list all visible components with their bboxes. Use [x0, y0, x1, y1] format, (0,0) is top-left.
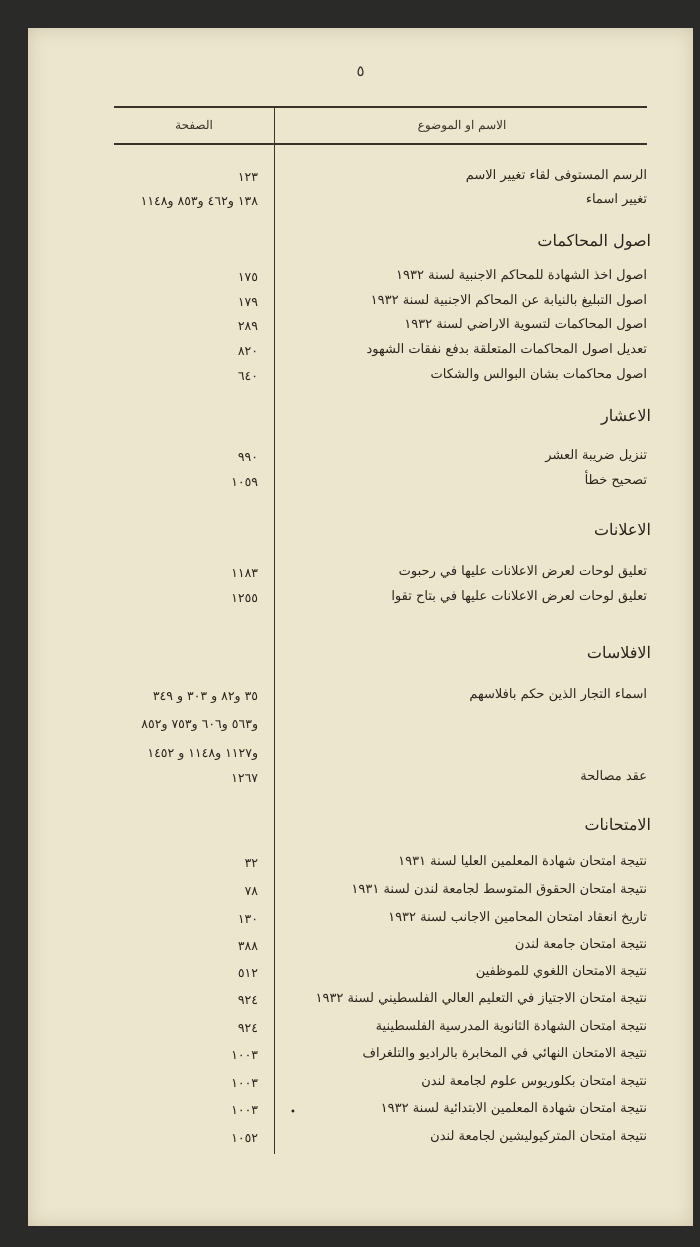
entry-title: تغيير اسماء	[585, 192, 647, 207]
entry-title: نتيجة امتحان بكلوريوس علوم لجامعة لندن	[421, 1074, 647, 1089]
entry-title: نتيجة امتحان الاجتياز في التعليم العالي الفلسطيني لسنة ١٩٣٢	[315, 991, 647, 1006]
bullet-mark: •	[290, 1107, 296, 1118]
entry-page-number: ٩٢٤	[237, 1020, 258, 1035]
entry-title: تصحيح خطأ	[584, 473, 647, 488]
entry-title: تعليق لوحات لعرض الاعلانات عليها في بتاح تقوا	[391, 589, 647, 604]
entry-title: اصول اخذ الشهادة للمحاكم الاجنبية لسنة ١٩٣٢	[396, 268, 647, 283]
entry-page-number: ٢٨٩	[237, 318, 258, 333]
entry-page-number: ١٠٠٣	[231, 1102, 258, 1117]
entry-page-number: ٩٩٠	[237, 449, 258, 464]
entry-page-number: ٣٨٨	[237, 938, 258, 953]
entry-page-number: ٣٥ و٨٢ و ٣٠٣ و ٣٤٩	[152, 688, 258, 703]
entry-title: تاريخ انعقاد امتحان المحامين الاجانب لسنة ١٩٣٢	[388, 910, 647, 925]
entry-title: عقد مصالحة	[580, 769, 647, 784]
entry-page-number: ١٧٥	[237, 269, 258, 284]
entry-title: اسماء التجار الذين حكم بافلاسهم	[469, 687, 647, 702]
entry-page-number: ١٢٣	[237, 169, 258, 184]
entry-page-number: ١٠٥٢	[231, 1130, 258, 1145]
document-page	[28, 28, 693, 1226]
entry-page-number: ١٢٥٥	[231, 590, 258, 605]
entry-title: الرسم المستوفى لقاء تغيير الاسم	[465, 168, 647, 183]
entry-title: نتيجة امتحان جامعة لندن	[514, 937, 647, 952]
entry-page-number: ١٠٠٣	[231, 1047, 258, 1062]
index-entries	[28, 28, 693, 1226]
entry-page-number: ١٣٨ و٤٦٢ و٨٥٣ و١١٤٨	[140, 193, 258, 208]
entry-title: نتيجة امتحان شهادة المعلمين الابتدائية لسنة ١٩٣٢	[380, 1101, 647, 1116]
entry-title: نتيجة امتحان المتركيوليشين لجامعة لندن	[430, 1129, 647, 1144]
entry-title: تعديل اصول المحاكمات المتعلقة بدفع نفقات الشهود	[366, 342, 647, 357]
page-column-header: الصفحة	[175, 118, 213, 132]
section-heading: اصول المحاكمات	[537, 231, 651, 250]
entry-page-number: ٥١٢	[237, 965, 258, 980]
section-heading: الامتحانات	[584, 815, 651, 834]
entry-page-number: ١١٨٣	[231, 565, 258, 580]
entry-page-number: ٦٤٠	[237, 368, 258, 383]
entry-page-number: ٧٨	[244, 883, 258, 898]
entry-title: تعليق لوحات لعرض الاعلانات عليها في رحبوت	[398, 564, 647, 579]
entry-page-number: ١٠٥٩	[231, 474, 258, 489]
entry-page-number: ٩٢٤	[237, 992, 258, 1007]
entry-page-number: و٥٦٣ و٦٠٦ و٧٥٣ و٨٥٢	[141, 716, 258, 731]
entry-title: اصول المحاكمات لتسوية الاراضي لسنة ١٩٣٢	[404, 317, 647, 332]
entry-title: نتيجة الامتحان النهائي في المخابرة بالراديو والتلغراف	[362, 1046, 647, 1061]
entry-page-number: ٣٢	[244, 855, 258, 870]
entry-title: نتيجة امتحان شهادة المعلمين العليا لسنة ١٩٣١	[398, 854, 647, 869]
entry-title: نتيجة امتحان الحقوق المتوسط لجامعة لندن لسنة ١٩٣١	[351, 882, 647, 897]
section-heading: الاعشار	[601, 406, 651, 425]
entry-title: اصول التبليغ بالنيابة عن المحاكم الاجنبية لسنة ١٩٣٢	[370, 293, 647, 308]
entry-page-number: ١٠٠٣	[231, 1075, 258, 1090]
section-heading: الاعلانات	[593, 520, 651, 539]
entry-page-number: و١١٢٧ و١١٤٨ و ١٤٥٢	[147, 745, 258, 760]
section-heading: الافلاسات	[586, 643, 651, 662]
page-number: ٥	[356, 62, 365, 80]
entry-page-number: ١٧٩	[237, 294, 258, 309]
entry-title: تنزيل ضريبة العشر	[545, 448, 647, 463]
entry-title: اصول محاكمات بشان البوالس والشكات	[430, 367, 647, 382]
entry-page-number: ١٣٠	[237, 911, 258, 926]
entry-title: نتيجة الامتحان اللغوي للموظفين	[475, 964, 647, 979]
entry-page-number: ١٢٦٧	[231, 770, 258, 785]
entry-page-number: ٨٢٠	[237, 343, 258, 358]
entry-title: نتيجة امتحان الشهادة الثانوية المدرسية الفلسطينية	[375, 1019, 647, 1034]
subject-column-header: الاسم او الموضوع	[417, 118, 507, 132]
